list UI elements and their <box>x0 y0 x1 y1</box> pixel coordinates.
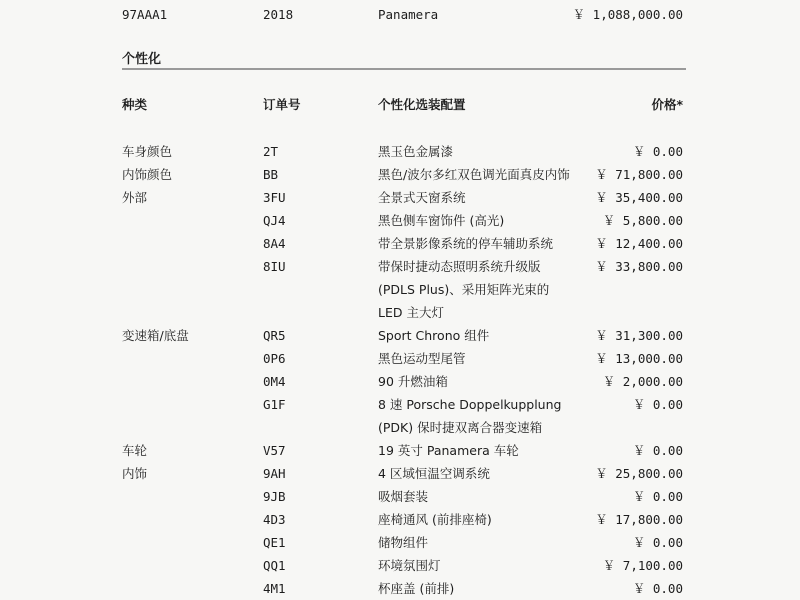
row-price: ￥ 2,000.00 <box>602 374 683 389</box>
row-price: ￥ 13,000.00 <box>595 351 683 366</box>
row-category: 内饰 <box>122 466 148 481</box>
row-price: ￥ 0.00 <box>632 535 683 550</box>
row-category: 内饰颜色 <box>122 167 173 182</box>
top-year: 2018 <box>263 7 294 22</box>
row-price: ￥ 0.00 <box>632 581 683 596</box>
row-price: ￥ 0.00 <box>632 489 683 504</box>
header-order-number: 订单号 <box>263 97 301 112</box>
row-order-code: 0M4 <box>263 374 286 389</box>
row-order-code: QR5 <box>263 328 286 343</box>
row-order-code: QJ4 <box>263 213 286 228</box>
row-category: 车身颜色 <box>122 144 173 159</box>
row-price: ￥ 12,400.00 <box>595 236 683 251</box>
row-order-code: 0P6 <box>263 351 286 366</box>
row-order-code: 4D3 <box>263 512 286 527</box>
row-category: 外部 <box>122 190 148 205</box>
row-config-description: 吸烟套装 <box>378 489 429 504</box>
row-category: 车轮 <box>122 443 148 458</box>
header-config: 个性化选装配置 <box>378 97 466 112</box>
row-price: ￥ 25,800.00 <box>595 466 683 481</box>
row-config-description: 黑玉色金属漆 <box>378 144 454 159</box>
section-title: 个性化 <box>122 52 162 67</box>
row-config-description: 8 速 Porsche Doppelkupplung <box>378 397 562 412</box>
row-config-description: 带全景影像系统的停车辅助系统 <box>378 236 554 251</box>
row-price: ￥ 5,800.00 <box>602 213 683 228</box>
row-config-description: 储物组件 <box>378 535 429 550</box>
section-divider <box>122 68 686 70</box>
row-order-code: 4M1 <box>263 581 286 596</box>
row-config-description: 全景式天窗系统 <box>378 190 466 205</box>
row-price: ￥ 31,300.00 <box>595 328 683 343</box>
header-price: 价格* <box>651 97 683 112</box>
row-price: ￥ 35,400.00 <box>595 190 683 205</box>
row-order-code: BB <box>263 167 279 182</box>
top-model-name: Panamera <box>378 7 439 22</box>
row-config-description: (PDK) 保时捷双离合器变速箱 <box>378 420 543 435</box>
row-price: ￥ 0.00 <box>632 144 683 159</box>
top-model-code: 97AAA1 <box>122 7 168 22</box>
row-order-code: 8IU <box>263 259 286 274</box>
row-order-code: 9JB <box>263 489 286 504</box>
row-price: ￥ 0.00 <box>632 443 683 458</box>
row-config-description: 4 区域恒温空调系统 <box>378 466 490 481</box>
row-order-code: 8A4 <box>263 236 286 251</box>
row-order-code: 2T <box>263 144 279 159</box>
row-config-description: 黑色侧车窗饰件 (高光) <box>378 213 505 228</box>
row-order-code: QQ1 <box>263 558 286 573</box>
row-price: ￥ 17,800.00 <box>595 512 683 527</box>
row-order-code: G1F <box>263 397 286 412</box>
header-category: 种类 <box>122 97 148 112</box>
row-price: ￥ 71,800.00 <box>595 167 683 182</box>
row-order-code: 9AH <box>263 466 286 481</box>
row-config-description: 座椅通风 (前排座椅) <box>378 512 492 527</box>
row-config-description: 90 升燃油箱 <box>378 374 448 389</box>
row-price: ￥ 7,100.00 <box>602 558 683 573</box>
row-config-description: LED 主大灯 <box>378 305 444 320</box>
row-price: ￥ 0.00 <box>632 397 683 412</box>
row-config-description: 黑色运动型尾管 <box>378 351 466 366</box>
row-config-description: Sport Chrono 组件 <box>378 328 490 343</box>
row-config-description: 带保时捷动态照明系统升级版 <box>378 259 541 274</box>
row-price: ￥ 33,800.00 <box>595 259 683 274</box>
row-config-description: (PDLS Plus)、采用矩阵光束的 <box>378 282 550 297</box>
row-config-description: 环境氛围灯 <box>378 558 441 573</box>
row-config-description: 杯座盖 (前排) <box>378 581 455 596</box>
row-order-code: 3FU <box>263 190 286 205</box>
row-config-description: 19 英寸 Panamera 车轮 <box>378 443 519 458</box>
top-price: ￥ 1,088,000.00 <box>572 7 683 22</box>
row-config-description: 黑色/波尔多红双色调光面真皮内饰 <box>378 167 570 182</box>
row-order-code: V57 <box>263 443 286 458</box>
row-order-code: QE1 <box>263 535 286 550</box>
row-category: 变速箱/底盘 <box>122 328 189 343</box>
